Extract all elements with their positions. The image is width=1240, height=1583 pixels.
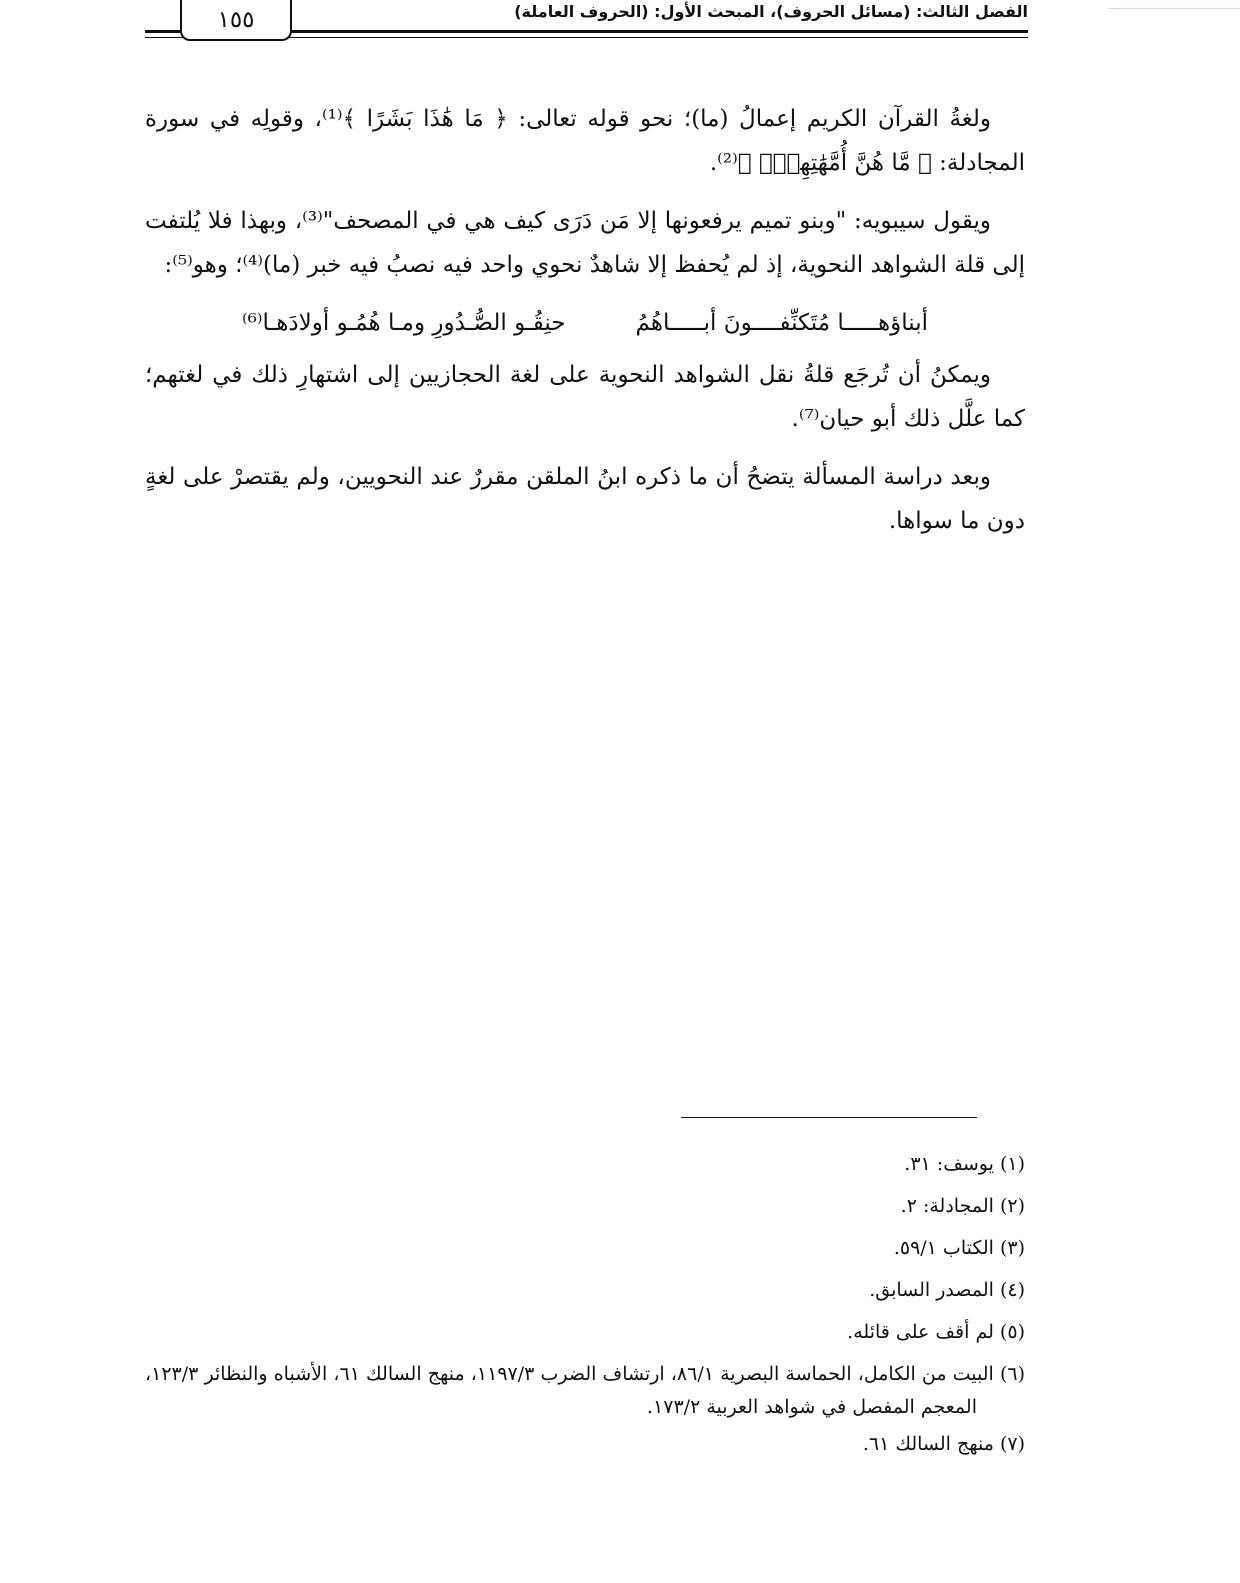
page-header: [145, 0, 1028, 44]
paragraph-2: ويقول سيبويه: "وبنو تميم يرفعونها إلا مَن دَرَى كيف هي في المصحف"⁽³⁾، وبهذا فلا يُلتفت إلى قلة الشواهد النحوية، إذ لم يُحفظ إلا شاهدٌ نحوي واحد فيه نصبُ فيه خبر (ما)⁽⁴⁾؛ وهو⁽⁵⁾:: [145, 208, 1025, 278]
main-text: [145, 97, 1025, 543]
footnote-5: (٥) لم أقف على قائله.: [847, 1321, 1025, 1343]
running-title: الفصل الثالث: (مسائل الحروف)، المبحث الأول: (الحروف العاملة): [514, 2, 1028, 21]
footnote-7: (٧) منهج السالك ٦١.: [862, 1433, 1025, 1455]
paragraph-1: ولغةُ القرآن الكريم إعمالُ (ما)؛ نحو قوله تعالى: ﴿ مَا هَٰذَا بَشَرًا ﴾⁽¹⁾، وقولِه في سورة المجادلة: ﴿ مَّا هُنَّ أُمَّهَٰتِهِمْۖ ﴾⁽²⁾.: [145, 106, 1025, 176]
verse-second-hemistich: حنِقُـو الصُّـدُورِ ومـا هُمُـو أولادَهـا⁽⁶⁾: [242, 310, 566, 336]
paragraph-4: وبعد دراسة المسألة يتضحُ أن ما ذكره ابنُ الملقن مقررٌ عند النحويين، ولم يقتصرْ على لغةٍ دون ما سواها.: [145, 464, 1025, 534]
footnote-3: (٣) الكتاب ٥٩/١.: [893, 1237, 1025, 1259]
verse-first-hemistich: أبناؤهـــــا مُتَكنِّفــــونَ أبـــــاهُمُ: [635, 310, 929, 336]
footnote-separator: [681, 1117, 977, 1118]
footnotes: [145, 1148, 1025, 1470]
poetry-verse: [145, 301, 1025, 345]
page-number: ١٥٥: [180, 0, 292, 41]
footnote-6: (٦) البيت من الكامل، الحماسة البصرية ٨٦/١، ارتشاف الضرب ١١٩٧/٣، منهج السالك ٦١، الأشباه والنظائر ١٢٣/٣، المعجم المفصل في شواهد العربية ١٧٣/٢.: [145, 1363, 1026, 1418]
footnote-2: (٢) المجادلة: ٢.: [900, 1195, 1025, 1217]
corner-mark: [1108, 0, 1240, 9]
footnote-1: (١) يوسف: ٣١.: [904, 1153, 1025, 1175]
paragraph-3: ويمكنُ أن تُرجَع قلةُ نقل الشواهد النحوية على لغة الحجازيين إلى اشتهارِ ذلك في لغتهم؛ كما علَّل ذلك أبو حيان⁽⁷⁾.: [145, 362, 1025, 432]
footnote-4: (٤) المصدر السابق.: [869, 1279, 1025, 1301]
